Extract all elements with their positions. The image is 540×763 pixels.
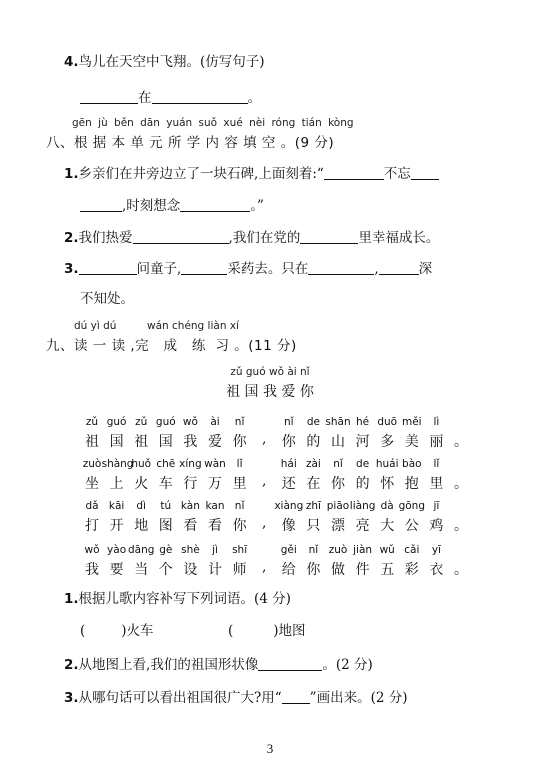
q4-blank-2[interactable] bbox=[152, 88, 248, 104]
poem-char-hanzi: 做 bbox=[331, 562, 345, 578]
s9-q1-paren-close-2: )地图 bbox=[273, 623, 306, 639]
poem-char-pinyin: nǐ bbox=[333, 458, 343, 470]
poem-char-pinyin: zǔ bbox=[85, 416, 99, 428]
poem-char-pinyin: nǐ bbox=[284, 416, 294, 428]
poem-char-pinyin: wǒ bbox=[182, 416, 198, 428]
poem-char-hanzi: 火 bbox=[134, 476, 149, 492]
poem-char-hanzi: 个 bbox=[158, 562, 173, 578]
poem-char-pinyin: xiàng bbox=[274, 500, 304, 512]
poem-char-pinyin: de bbox=[356, 458, 370, 470]
poem-char-hanzi: 计 bbox=[208, 562, 222, 578]
s8-q1-text-b: 不忘 bbox=[383, 166, 411, 182]
poem-char-hanzi: 抱 bbox=[404, 476, 419, 492]
poem-char-hanzi: 打 bbox=[85, 518, 99, 534]
poem-char-hanzi: 祖 bbox=[134, 434, 149, 450]
poem-char-pinyin: jiàn bbox=[353, 544, 373, 556]
poem-char-pinyin: dāng bbox=[127, 544, 155, 556]
s9-q2-number: 2. bbox=[64, 657, 79, 673]
poem-char-pinyin: guó bbox=[106, 416, 127, 428]
poem-char-hanzi: 你 bbox=[232, 518, 247, 534]
poem-char-pinyin: hé bbox=[356, 416, 370, 428]
poem-char-pinyin: bào bbox=[402, 458, 422, 470]
s9-q2-blank[interactable] bbox=[258, 655, 322, 671]
s8-q1-text-c: ,时刻想念 bbox=[122, 198, 181, 214]
poem-char-pinyin: hái bbox=[280, 458, 297, 470]
poem-char-hanzi: 我 bbox=[183, 434, 198, 450]
poem-char-hanzi: 里 bbox=[429, 476, 444, 492]
poem-char-pinyin bbox=[446, 416, 476, 431]
poem-char-hanzi: , bbox=[261, 559, 267, 575]
poem-char-pinyin: dà bbox=[380, 500, 394, 512]
s8-q3-line2: 不知处。 bbox=[80, 291, 134, 307]
poem-char-hanzi: 。 bbox=[454, 476, 468, 492]
poem-char-hanzi: 像 bbox=[281, 518, 296, 534]
s8-q2-blank-1[interactable] bbox=[133, 228, 229, 244]
poem-char-pinyin: dì bbox=[136, 500, 146, 512]
poem-char-pinyin: tú bbox=[160, 500, 172, 512]
poem-char-pinyin: kan bbox=[205, 500, 225, 512]
poem-char-hanzi: 多 bbox=[380, 434, 395, 450]
q4-text: 鸟儿在天空中飞翔。(仿写句子) bbox=[78, 54, 265, 70]
s8-q1-number: 1. bbox=[64, 166, 79, 182]
poem-char bbox=[446, 500, 476, 535]
poem-char-pinyin: cǎi bbox=[404, 544, 420, 556]
s9-q3-text-b: ”画出来。(2 分) bbox=[309, 690, 408, 706]
poem-char-hanzi: 五 bbox=[380, 562, 395, 578]
poem-char-hanzi: 万 bbox=[208, 476, 222, 492]
page-number: 3 bbox=[266, 741, 274, 756]
poem-char-hanzi: , bbox=[261, 473, 267, 489]
s8-q3-text-b: 采药去。只在 bbox=[227, 261, 309, 277]
s9-q1-paren-open-1: ( bbox=[80, 623, 86, 639]
poem-char-hanzi: 上 bbox=[109, 476, 124, 492]
poem-char-hanzi: 图 bbox=[158, 518, 173, 534]
poem-char-hanzi: 国 bbox=[109, 434, 124, 450]
poem-char-hanzi: 。 bbox=[454, 562, 468, 578]
poem-char-hanzi: 衣 bbox=[429, 562, 444, 578]
poem-char-pinyin: de bbox=[306, 416, 320, 428]
s8-q2-text-a: 我们热爱 bbox=[78, 230, 133, 246]
poem-char-hanzi: 件 bbox=[355, 562, 370, 578]
s8-q3-blank-4[interactable] bbox=[379, 259, 419, 275]
poem-char-pinyin: měi bbox=[401, 416, 422, 428]
s9-q1-paren-close-1: )火车 bbox=[121, 623, 154, 639]
poem-char-hanzi: 坐 bbox=[85, 476, 99, 492]
poem-char-pinyin: zuò bbox=[82, 458, 102, 470]
poem-char-hanzi: 还 bbox=[281, 476, 296, 492]
poem-char-hanzi: 你 bbox=[306, 562, 321, 578]
s8-q2-number: 2. bbox=[64, 230, 79, 246]
s8-q1-blank-4[interactable] bbox=[180, 196, 250, 212]
poem-char-pinyin: lì bbox=[433, 416, 440, 428]
s9-q2-line bbox=[64, 655, 373, 674]
poem-char-hanzi: 给 bbox=[281, 562, 296, 578]
poem-char-hanzi: 的 bbox=[355, 476, 370, 492]
poem-char-pinyin: lǐ bbox=[236, 458, 243, 470]
poem-char-pinyin: zǔ bbox=[135, 416, 148, 428]
s9-q3-text-a: 从哪句话可以看出祖国很广大?用“ bbox=[78, 690, 282, 706]
section8-title: 八、根 据 本 单 元 所 学 内 容 填 空 。(9 分) bbox=[46, 135, 335, 151]
poem-char bbox=[446, 544, 476, 579]
poem-char-pinyin: zuò bbox=[328, 544, 348, 556]
poem-char-pinyin: guó bbox=[155, 416, 176, 428]
poem-char-hanzi: 爱 bbox=[208, 434, 222, 450]
poem-char-pinyin: xíng bbox=[179, 458, 202, 470]
poem-char-pinyin: gěi bbox=[280, 544, 297, 556]
poem-char-hanzi: 怀 bbox=[380, 476, 395, 492]
poem-char-hanzi: 彩 bbox=[404, 562, 419, 578]
poem-char-pinyin bbox=[446, 500, 476, 515]
s9-q3-number: 3. bbox=[64, 690, 79, 706]
poem-char-hanzi: 你 bbox=[281, 434, 296, 450]
q4-blank-1[interactable] bbox=[80, 88, 138, 104]
poem-char-pinyin: shān bbox=[325, 416, 351, 428]
poem-char-pinyin: nǐ bbox=[234, 500, 245, 512]
poem-char-hanzi: 当 bbox=[134, 562, 149, 578]
poem-char-pinyin: gè bbox=[159, 544, 173, 556]
poem-char-hanzi: , bbox=[261, 515, 267, 531]
s8-q1-blank-2[interactable] bbox=[411, 164, 439, 180]
poem-char-pinyin: shè bbox=[181, 544, 200, 556]
s8-q3-number: 3. bbox=[64, 261, 79, 277]
poem-char-hanzi: 设 bbox=[183, 562, 198, 578]
poem-char-pinyin: chē bbox=[156, 458, 176, 470]
poem-char-pinyin: wǒ bbox=[84, 544, 100, 556]
s9-q1-blank-a bbox=[80, 622, 154, 640]
s8-q1-blank-3[interactable] bbox=[80, 196, 122, 212]
s9-q2-text: 从地图上看,我们的祖国形状像 bbox=[78, 657, 259, 673]
poem-char-hanzi: 看 bbox=[208, 518, 222, 534]
s8-q3-text-c: , bbox=[374, 261, 379, 277]
s8-q2-text-c: 里幸福成长。 bbox=[358, 230, 440, 246]
poem-char-pinyin: duō bbox=[377, 416, 398, 428]
poem-char-pinyin: jì bbox=[212, 544, 218, 556]
poem-char-pinyin: ài bbox=[210, 416, 220, 428]
s9-q1-prompt bbox=[64, 590, 291, 608]
s8-q1-line1 bbox=[64, 164, 439, 183]
poem-char-hanzi: 河 bbox=[355, 434, 370, 450]
poem-char-hanzi: 公 bbox=[404, 518, 419, 534]
q4-answer-line bbox=[80, 88, 261, 107]
q4-end: 。 bbox=[247, 90, 261, 106]
poem-char-pinyin: piāo bbox=[326, 500, 350, 512]
s8-q2-line bbox=[64, 228, 439, 247]
s8-q2-blank-2[interactable] bbox=[300, 228, 358, 244]
poem-char-hanzi: 车 bbox=[158, 476, 173, 492]
s8-q2-text-b: ,我们在党的 bbox=[228, 230, 301, 246]
poem-char-hanzi: 里 bbox=[232, 476, 247, 492]
s9-q3-underline-sample bbox=[282, 688, 310, 704]
poem-title: 祖 国 我 爱 你 bbox=[226, 384, 314, 400]
poem-char-hanzi: 行 bbox=[183, 476, 198, 492]
poem-char-hanzi: 丽 bbox=[429, 434, 444, 450]
poem-char-pinyin: wǔ bbox=[379, 544, 395, 556]
s8-q1-text-a: 乡亲们在井旁边立了一块石碑,上面刻着:“ bbox=[78, 166, 324, 182]
poem-char-hanzi: 漂 bbox=[331, 518, 345, 534]
poem-char-hanzi: 的 bbox=[306, 434, 321, 450]
poem-char-hanzi: 国 bbox=[158, 434, 173, 450]
poem-char-pinyin: zài bbox=[305, 458, 321, 470]
poem-char-pinyin: nǐ bbox=[308, 544, 319, 556]
poem-char-hanzi: 美 bbox=[404, 434, 419, 450]
section9-pinyin-2: wán chéng liàn xí bbox=[147, 320, 239, 332]
section9-pinyin-1: dú yì dú bbox=[74, 320, 117, 332]
s8-q1-text-d: 。” bbox=[250, 198, 264, 214]
section9-title: 九、读 一 读 ,完 成 练 习 。(11 分) bbox=[46, 338, 297, 354]
poem-char-pinyin bbox=[446, 544, 476, 559]
poem-char-pinyin: huái bbox=[375, 458, 399, 470]
poem-char-hanzi: 我 bbox=[85, 562, 99, 578]
s8-q3-blank-3[interactable] bbox=[308, 259, 374, 275]
s9-q1-text: 根据儿歌内容补写下列词语。(4 分) bbox=[78, 591, 291, 607]
poem-char-hanzi: 看 bbox=[183, 518, 198, 534]
s8-q3-blank-2[interactable] bbox=[181, 259, 227, 275]
poem-title-pinyin: zǔ guó wǒ ài nǐ bbox=[230, 366, 310, 378]
s9-q2-end: 。(2 分) bbox=[322, 657, 373, 673]
poem-char-hanzi: 山 bbox=[331, 434, 345, 450]
poem-char-pinyin: yào bbox=[107, 544, 127, 556]
s9-q1-blank-b bbox=[228, 622, 306, 640]
poem-char bbox=[446, 458, 476, 493]
poem-char-pinyin: shī bbox=[232, 544, 248, 556]
poem-char-pinyin: jī bbox=[433, 500, 440, 512]
poem-char-pinyin: yī bbox=[431, 544, 441, 556]
poem-char-hanzi: 地 bbox=[134, 518, 149, 534]
poem-char-pinyin: kāi bbox=[108, 500, 125, 512]
poem-char-hanzi: 。 bbox=[454, 434, 468, 450]
s9-q1-paren-open-2: ( bbox=[228, 623, 234, 639]
s8-q3-blank-1[interactable] bbox=[79, 259, 137, 275]
poem-char-hanzi: 你 bbox=[232, 434, 247, 450]
poem-char-hanzi: 鸡 bbox=[429, 518, 444, 534]
poem-char-hanzi: 祖 bbox=[85, 434, 99, 450]
poem-char-pinyin: shàng bbox=[101, 458, 134, 470]
poem-char-hanzi: 在 bbox=[306, 476, 321, 492]
poem-char bbox=[446, 416, 476, 451]
s9-q1-number: 1. bbox=[64, 591, 79, 607]
q4-number: 4. bbox=[64, 54, 79, 70]
poem-char-hanzi: 你 bbox=[331, 476, 345, 492]
poem-char-pinyin: liàng bbox=[349, 500, 376, 512]
poem-char-pinyin bbox=[446, 458, 476, 473]
poem-char-pinyin: huǒ bbox=[131, 458, 152, 470]
q4-mid: 在 bbox=[138, 90, 152, 106]
s8-q1-line2 bbox=[80, 196, 264, 215]
s9-q3-line bbox=[64, 688, 408, 707]
s8-q3-text-a: 问童子, bbox=[136, 261, 182, 277]
section8-pinyin: gēn jù běn dān yuán suǒ xué nèi róng tián kòng bbox=[72, 117, 354, 129]
poem-char-pinyin: nǐ bbox=[234, 416, 245, 428]
poem-char-hanzi: 开 bbox=[109, 518, 124, 534]
poem-char-hanzi: 大 bbox=[380, 518, 395, 534]
s8-q1-blank-1[interactable] bbox=[324, 164, 384, 180]
poem-char-pinyin: dǎ bbox=[85, 500, 99, 512]
poem-char-hanzi: 亮 bbox=[355, 518, 370, 534]
poem-char-hanzi: 要 bbox=[109, 562, 124, 578]
s8-q3-line1 bbox=[64, 259, 432, 278]
poem-char-pinyin: wàn bbox=[204, 458, 226, 470]
poem-char-pinyin: kàn bbox=[180, 500, 200, 512]
poem-char-hanzi: 只 bbox=[306, 518, 321, 534]
s8-q3-text-d: 深 bbox=[418, 261, 433, 277]
poem-char-pinyin: zhī bbox=[305, 500, 321, 512]
poem-char-hanzi: 师 bbox=[232, 562, 247, 578]
poem-char-hanzi: , bbox=[261, 431, 267, 447]
q4-prompt bbox=[64, 53, 265, 71]
poem-char-pinyin: gōng bbox=[398, 500, 425, 512]
poem-char-pinyin: lǐ bbox=[433, 458, 440, 470]
poem-char-hanzi: 。 bbox=[454, 518, 468, 534]
